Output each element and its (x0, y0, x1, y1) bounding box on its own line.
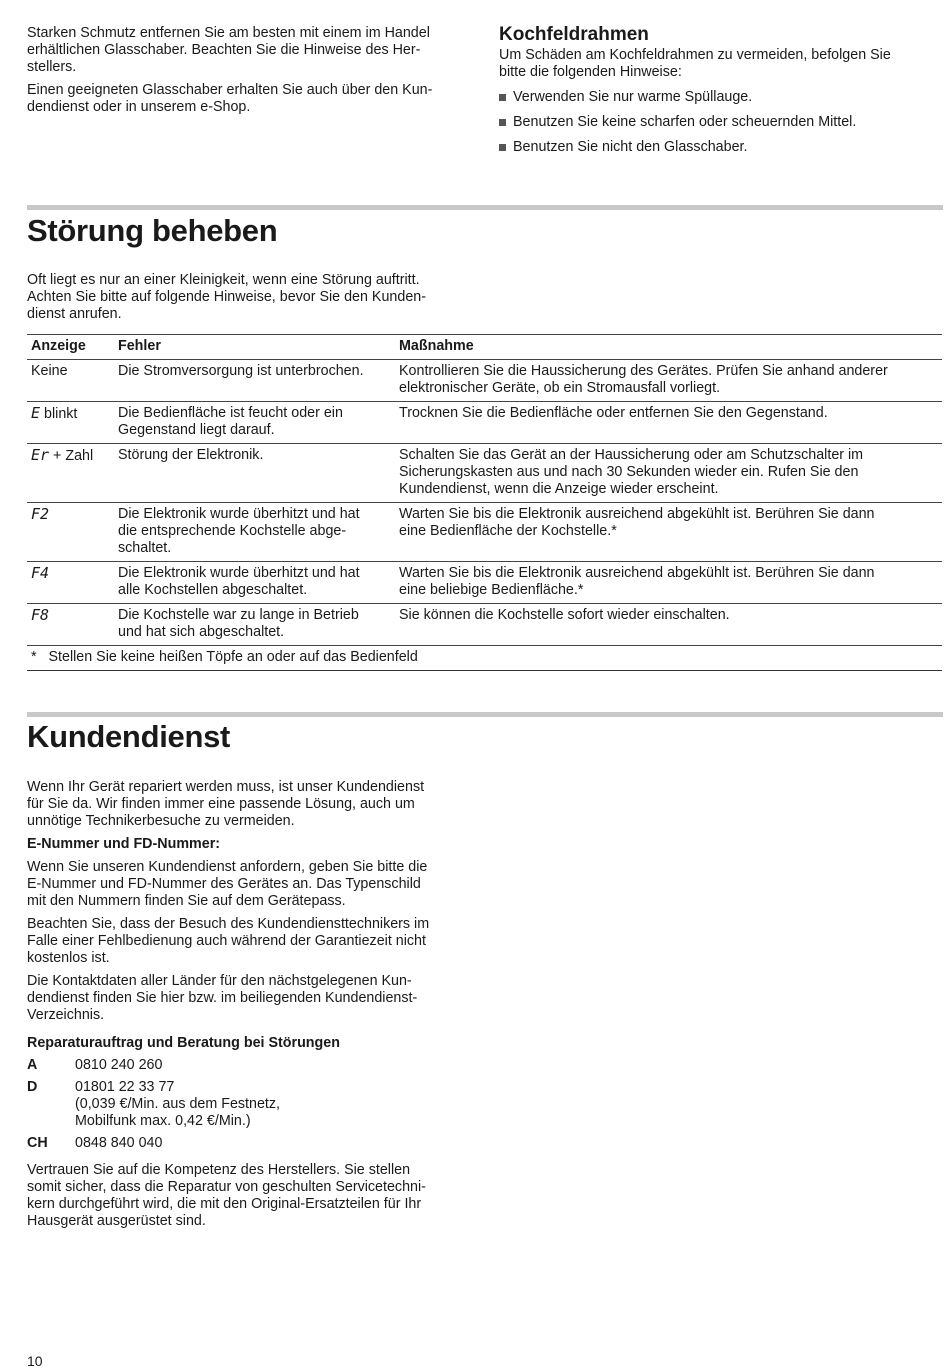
table-row (27, 604, 942, 646)
kochfeldrahmen-section (499, 24, 944, 164)
text-line: schaltet. (118, 540, 172, 556)
display-code-glyph: E (31, 404, 41, 422)
text-line: mit den Nummern finden Sie auf dem Gerätepass. (27, 893, 346, 909)
display-code-glyph: F8 (31, 606, 50, 624)
text-line: Oft liegt es nur an einer Kleinigkeit, wenn eine Störung auftritt. (27, 272, 420, 288)
text-line: Kontrollieren Sie die Haussicherung des Gerätes. Prüfen Sie anhand anderer (399, 363, 888, 379)
column-header-massnahme: Maßnahme (395, 335, 942, 360)
besuch-paragraph (27, 916, 487, 967)
display-code-glyph: F2 (31, 505, 50, 523)
table-row (27, 360, 942, 402)
stoerung-intro (27, 272, 487, 323)
display-text: + Zahl (53, 448, 94, 464)
action-cell (395, 360, 942, 402)
text-line: stellers. (27, 59, 77, 75)
error-cell (114, 402, 395, 444)
table-row (27, 562, 942, 604)
table-row (27, 402, 942, 444)
kontakt-paragraph (27, 973, 487, 1024)
text-line: Wenn Sie unseren Kundendienst anfordern, geben Sie bitte die (27, 859, 428, 875)
text-line: Trocknen Sie die Bedienfläche oder entfernen Sie den Gegenstand. (399, 405, 828, 421)
text-line: erhältlichen Glasschaber. Beachten Sie die Hinweise des Her- (27, 42, 421, 58)
intro-column (27, 25, 477, 116)
text-line: Die Elektronik wurde überhitzt und hat (118, 506, 360, 522)
text-line: kern durchgeführt wird, die mit den Original-Ersatzteilen für Ihr (27, 1196, 422, 1212)
contact-row-a (27, 1057, 162, 1074)
text-line: Mobilfunk max. 0,42 €/Min.) (75, 1113, 251, 1129)
text-line: eine beliebige Bedienfläche.* (399, 582, 584, 598)
footnote: * Stellen Sie keine heißen Töpfe an oder auf das Bedienfeld (27, 646, 942, 671)
action-cell (395, 604, 942, 646)
kochfeldrahmen-intro (499, 47, 944, 81)
text-line: Störung der Elektronik. (118, 447, 264, 463)
text-line: Achten Sie bitte auf folgende Hinweise, bevor Sie den Kunden- (27, 289, 426, 305)
error-cell (114, 503, 395, 562)
enummer-heading: E-Nummer und FD-Nummer: (27, 836, 221, 852)
text-line: für Sie da. Wir finden immer eine passende Lösung, auch um (27, 796, 415, 812)
text-line: Starken Schmutz entfernen Sie am besten mit einem im Handel (27, 25, 430, 41)
text-line: kostenlos ist. (27, 950, 110, 966)
display-cell (27, 562, 114, 604)
display-code-glyph: Er (31, 446, 50, 464)
text-line: Die Bedienfläche ist feucht oder ein (118, 405, 343, 421)
text-line: Die Elektronik wurde überhitzt und hat (118, 565, 360, 581)
text-line: Warten Sie bis die Elektronik ausreichend abgekühlt ist. Berühren Sie dann (399, 565, 875, 581)
error-cell (114, 444, 395, 503)
text-line: Die Kontaktdaten aller Länder für den nächstgelegenen Kun- (27, 973, 412, 989)
text-line: alle Kochstellen abgeschaltet. (118, 582, 308, 598)
text-line: Vertrauen Sie auf die Kompetenz des Herstellers. Sie stellen (27, 1162, 411, 1178)
column-header-fehler: Fehler (114, 335, 395, 360)
column-header-anzeige: Anzeige (27, 335, 114, 360)
error-cell (114, 604, 395, 646)
text-line: die entsprechende Kochstelle abge- (118, 523, 347, 539)
text-line: Hausgerät ausgerüstet sind. (27, 1213, 206, 1229)
kundendienst-body (27, 779, 487, 1052)
error-cell (114, 562, 395, 604)
display-cell (27, 604, 114, 646)
display-text: Keine (31, 363, 68, 379)
text-line: Einen geeigneten Glasschaber erhalten Sie auch über den Kun- (27, 82, 433, 98)
text-line: Warten Sie bis die Elektronik ausreichend abgekühlt ist. Berühren Sie dann (399, 506, 875, 522)
contact-row-ch (27, 1135, 162, 1152)
display-cell (27, 360, 114, 402)
repair-heading: Reparaturauftrag und Beratung bei Störungen (27, 1035, 340, 1051)
display-text: blinkt (44, 406, 78, 422)
action-cell (395, 402, 942, 444)
text-line: Um Schäden am Kochfeldrahmen zu vermeiden, befolgen Sie (499, 47, 891, 63)
section-divider (27, 712, 943, 717)
text-line: Gegenstand liegt darauf. (118, 422, 275, 438)
country-code: CH (27, 1135, 48, 1151)
paragraph-glasschaber (27, 25, 477, 76)
contact-row-d (27, 1079, 280, 1130)
list-item: Benutzen Sie keine scharfen oder scheuernden Mittel. (499, 114, 944, 139)
error-table (27, 334, 942, 671)
text-line: somit sicher, dass die Reparatur von geschulten Servicetechni- (27, 1179, 426, 1195)
display-cell (27, 503, 114, 562)
section-divider (27, 205, 943, 210)
kundendienst-intro (27, 779, 487, 830)
list-item: Verwenden Sie nur warme Spüllauge. (499, 89, 944, 114)
kochfeldrahmen-list (499, 89, 944, 164)
page-number: 10 (27, 1353, 43, 1369)
phone-number: 0810 240 260 (75, 1057, 163, 1073)
text-line: Verzeichnis. (27, 1007, 105, 1023)
action-cell (395, 503, 942, 562)
text-line: eine Bedienfläche der Kochstelle.* (399, 523, 617, 539)
phone-number: 0848 840 040 (75, 1135, 163, 1151)
text-line: Beachten Sie, dass der Besuch des Kundendiensttechnikers im (27, 916, 430, 932)
text-line: Die Kochstelle war zu lange in Betrieb (118, 607, 359, 623)
table-row (27, 444, 942, 503)
action-cell (395, 562, 942, 604)
text-line: (0,039 €/Min. aus dem Festnetz, (75, 1096, 281, 1112)
text-line: bitte die folgenden Hinweise: (499, 64, 682, 80)
kundendienst-title: Kundendienst (27, 719, 231, 754)
text-line: E-Nummer und FD-Nummer des Gerätes an. Das Typenschild (27, 876, 421, 892)
country-code: D (27, 1079, 38, 1095)
text-line: Sie können die Kochstelle sofort wieder einschalten. (399, 607, 730, 623)
country-code: A (27, 1057, 38, 1073)
display-cell (27, 402, 114, 444)
text-line: Sicherungskasten aus und nach 30 Sekunden wieder ein. Rufen Sie den (399, 464, 859, 480)
text-line: Falle einer Fehlbedienung auch während der Garantiezeit nicht (27, 933, 426, 949)
error-cell (114, 360, 395, 402)
display-cell (27, 444, 114, 503)
table-footnote-row (27, 646, 942, 671)
text-line: und hat sich abgeschaltet. (118, 624, 285, 640)
kochfeldrahmen-title: Kochfeldrahmen (499, 24, 649, 45)
text-line: Kundendienst, wenn die Anzeige wieder erscheint. (399, 481, 719, 497)
closing-paragraph (27, 1162, 487, 1230)
text-line: unnötige Technikerbesuche zu vermeiden. (27, 813, 295, 829)
action-cell (395, 444, 942, 503)
phone-details (75, 1079, 280, 1130)
paragraph-eshop (27, 82, 477, 116)
text-line: Wenn Ihr Gerät repariert werden muss, ist unser Kundendienst (27, 779, 425, 795)
stoerung-title: Störung beheben (27, 213, 278, 248)
enummer-paragraph (27, 859, 487, 910)
text-line: dendienst finden Sie hier bzw. im beiliegenden Kundendienst- (27, 990, 418, 1006)
text-line: dendienst oder in unserem e-Shop. (27, 99, 251, 115)
display-code-glyph: F4 (31, 564, 50, 582)
text-line: elektronischer Geräte, ob ein Stromausfall vorliegt. (399, 380, 721, 396)
table-row (27, 503, 942, 562)
text-line: dienst anrufen. (27, 306, 122, 322)
phone-number: 01801 22 33 77 (75, 1079, 175, 1095)
list-item: Benutzen Sie nicht den Glasschaber. (499, 139, 944, 164)
text-line: Schalten Sie das Gerät an der Haussicherung oder am Schutzschalter im (399, 447, 864, 463)
table-header-row (27, 335, 942, 360)
text-line: Die Stromversorgung ist unterbrochen. (118, 363, 364, 379)
